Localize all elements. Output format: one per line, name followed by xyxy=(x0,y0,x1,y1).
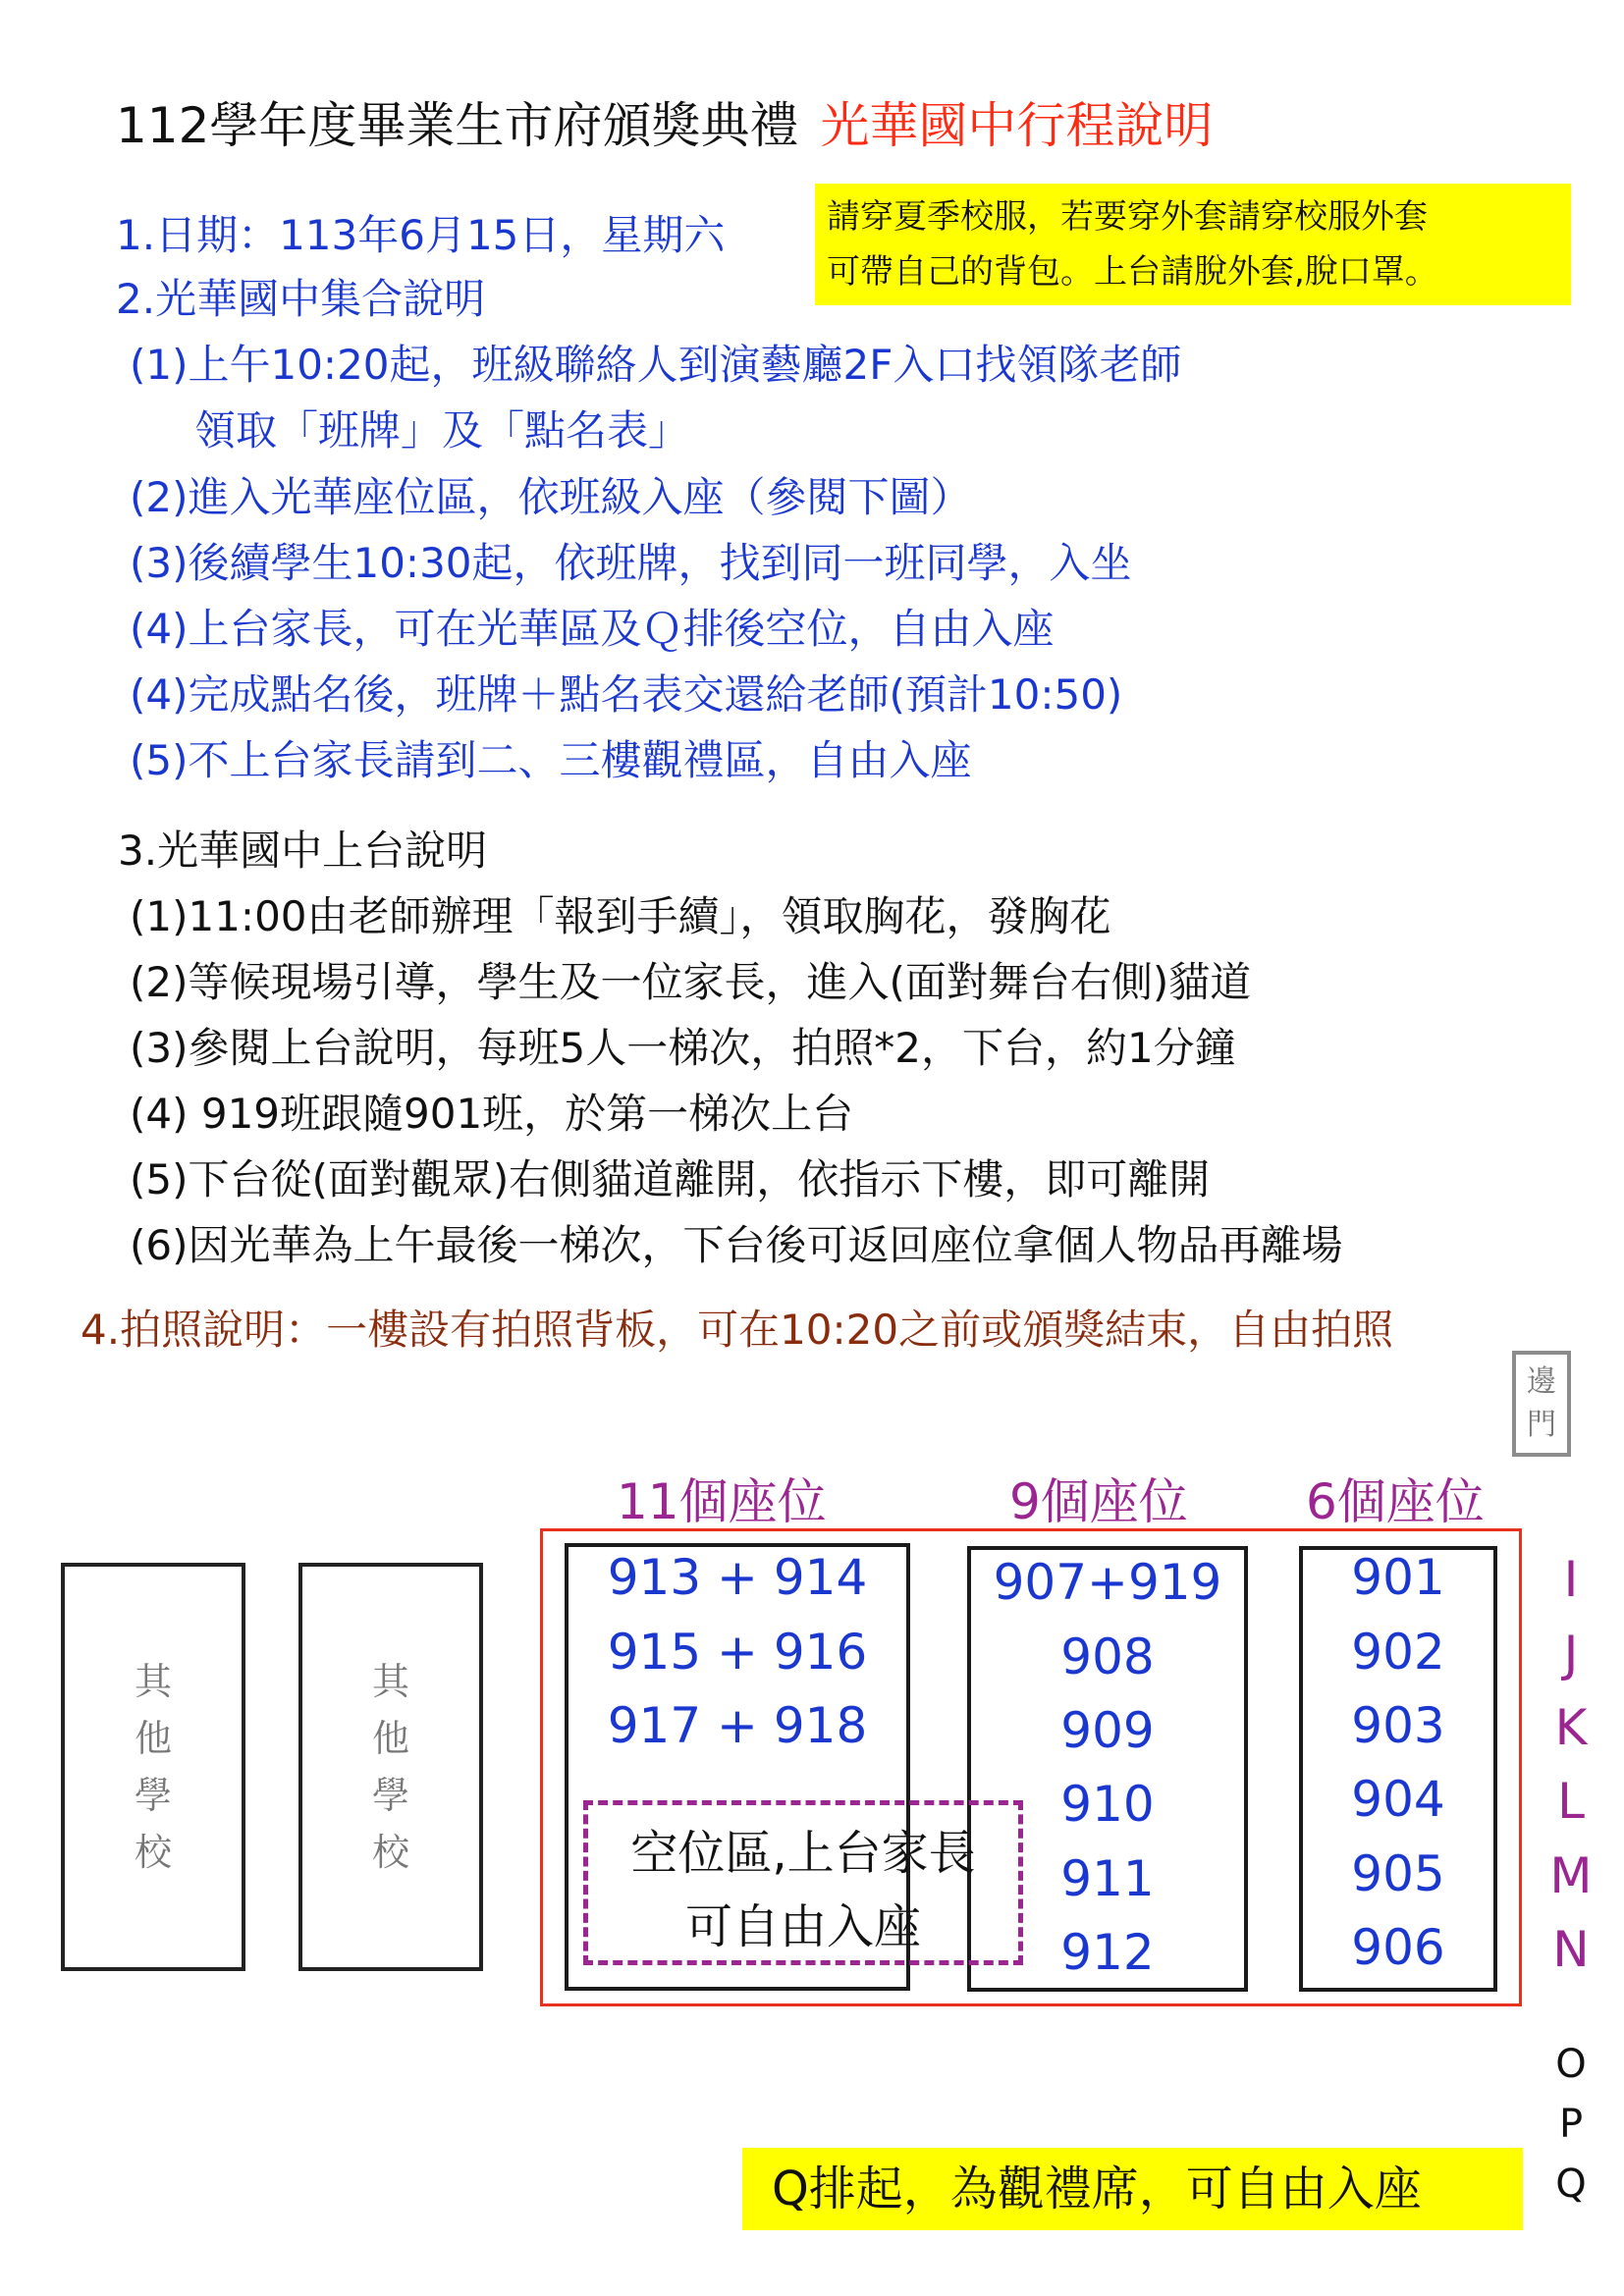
side-door-label xyxy=(1512,1351,1571,1457)
other-school-char: 其 xyxy=(371,1660,409,1703)
row-letter: K xyxy=(1554,1699,1588,1756)
title-main: 112學年度畢業生市府頒獎典禮 xyxy=(116,97,799,154)
stage-item: (1)11:00由老師辦理「報到手續」，領取胸花，發胸花 xyxy=(130,892,1111,940)
assembly-item: (5)不上台家長請到二、三樓觀禮區，自由入座 xyxy=(130,736,972,784)
side-door-char: 門 xyxy=(1527,1408,1556,1442)
row-letter: L xyxy=(1557,1773,1585,1830)
spectator-seating-banner: Q排起，為觀禮席，可自由入座 xyxy=(742,2148,1523,2230)
class-seat-label: 917 + 918 xyxy=(607,1697,868,1754)
stage-item: (5)下台從(面對觀眾)右側貓道離開，依指示下樓，即可離開 xyxy=(130,1155,1211,1203)
empty-zone-label: 空位區,上台家長 xyxy=(630,1826,976,1881)
class-seat-label: 907+919 xyxy=(993,1554,1222,1611)
seat-count-header: 9個座位 xyxy=(1009,1473,1188,1530)
row-letter: N xyxy=(1552,1921,1590,1978)
assembly-item: (3)後續學生10:30起，依班牌，找到同一班同學，入坐 xyxy=(130,539,1132,587)
stage-heading: 3.光華國中上台說明 xyxy=(118,827,488,875)
other-school-block xyxy=(298,1563,483,1971)
other-school-char: 校 xyxy=(134,1831,172,1874)
class-seat-label: 912 xyxy=(1060,1924,1155,1981)
stage-item: (4) 919班跟隨901班，於第一梯次上台 xyxy=(130,1090,854,1138)
class-seat-label: 906 xyxy=(1351,1919,1445,1976)
other-school-char: 其 xyxy=(134,1660,172,1703)
other-school-char: 他 xyxy=(134,1717,172,1760)
row-letter: I xyxy=(1563,1551,1579,1608)
other-school-char: 學 xyxy=(134,1774,172,1817)
seat-count-header: 6個座位 xyxy=(1306,1473,1485,1530)
class-seat-label: 915 + 916 xyxy=(607,1624,868,1681)
class-seat-label: 909 xyxy=(1060,1702,1155,1759)
empty-zone-label: 可自由入座 xyxy=(684,1899,921,1954)
other-school-char: 學 xyxy=(371,1774,409,1817)
class-seat-label: 910 xyxy=(1060,1776,1155,1833)
assembly-heading: 2.光華國中集合說明 xyxy=(116,275,486,323)
assembly-item: (4)上台家長，可在光華區及Ｑ排後空位，自由入座 xyxy=(130,605,1055,653)
class-seat-label: 903 xyxy=(1351,1697,1445,1754)
page-title xyxy=(116,86,1213,157)
stage-item: (3)參閱上台說明，每班5人一梯次，拍照*2，下台，約1分鐘 xyxy=(130,1024,1236,1072)
assembly-item: (4)完成點名後，班牌＋點名表交還給老師(預計10:50) xyxy=(130,670,1123,719)
seat-count-header: 11個座位 xyxy=(617,1473,827,1530)
class-seat-label: 911 xyxy=(1060,1850,1155,1907)
assembly-item: (2)進入光華座位區，依班級入座（參閱下圖） xyxy=(130,473,972,521)
assembly-item: (1)上午10:20起，班級聯絡人到演藝廳2F入口找領隊老師 xyxy=(130,341,1182,389)
row-letter: P xyxy=(1558,2102,1584,2147)
class-seat-label: 901 xyxy=(1351,1549,1445,1606)
row-letter: J xyxy=(1563,1626,1579,1682)
class-seat-label: 908 xyxy=(1060,1629,1155,1685)
notice-line: 可帶自己的背包。上台請脫外套,脫口罩。 xyxy=(827,252,1438,292)
dress-code-notice xyxy=(815,184,1571,305)
row-letter: Q xyxy=(1555,2162,1587,2207)
class-seat-label: 913 + 914 xyxy=(607,1549,868,1606)
other-school-char: 校 xyxy=(371,1831,409,1874)
stage-item: (2)等候現場引導，學生及一位家長，進入(面對舞台右側)貓道 xyxy=(130,958,1252,1006)
other-school-block xyxy=(61,1563,245,1971)
side-door-char: 邊 xyxy=(1527,1364,1556,1399)
row-letter: O xyxy=(1555,2042,1587,2087)
notice-line: 請穿夏季校服，若要穿外套請穿校服外套 xyxy=(827,197,1428,237)
stage-item: (6)因光華為上午最後一梯次，下台後可返回座位拿個人物品再離場 xyxy=(130,1221,1343,1269)
title-highlight: 光華國中行程說明 xyxy=(820,97,1214,154)
class-seat-label: 902 xyxy=(1351,1624,1445,1681)
date-line: 1.日期：113年6月15日，星期六 xyxy=(116,211,726,259)
other-school-char: 他 xyxy=(371,1717,409,1760)
class-seat-label: 904 xyxy=(1351,1771,1445,1828)
row-letter: M xyxy=(1549,1847,1593,1904)
photo-note: 4.拍照說明：一樓設有拍照背板，可在10:20之前或頒獎結束，自由拍照 xyxy=(81,1306,1394,1354)
class-seat-label: 905 xyxy=(1351,1845,1445,1902)
assembly-item: 領取「班牌」及「點名表」 xyxy=(194,406,690,454)
